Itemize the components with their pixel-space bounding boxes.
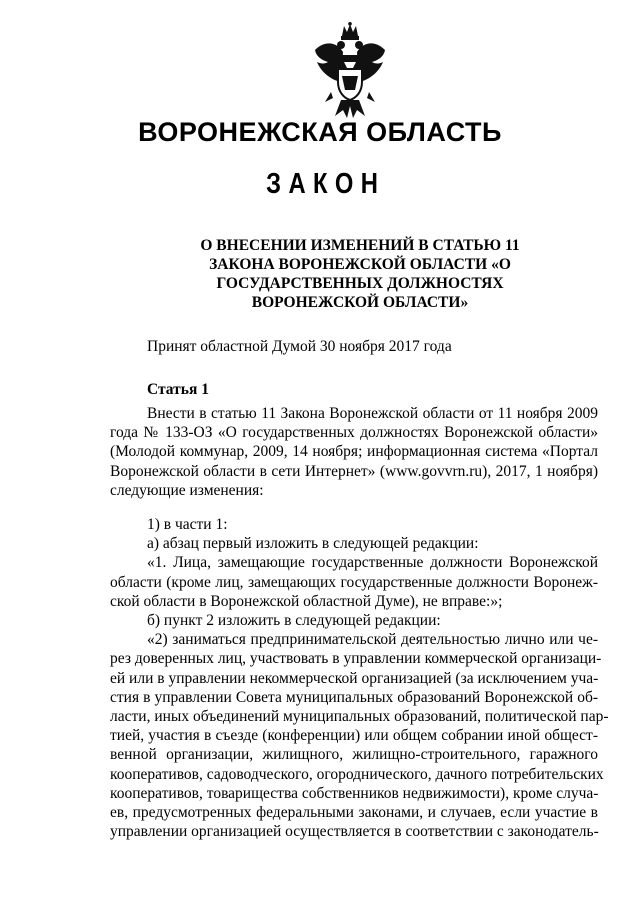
law-title-line: ЗАКОНА ВОРОНЕЖСКОЙ ОБЛАСТИ «О bbox=[209, 256, 511, 273]
text-line: стия в управлении Совета муниципальных образований Воронежской об- bbox=[110, 688, 598, 706]
text-line: 1) в части 1: bbox=[147, 516, 228, 533]
article-intro bbox=[110, 404, 598, 500]
region-title: ВОРОНЕЖСКАЯ ОБЛАСТЬ bbox=[138, 117, 502, 147]
law-title-line: ГОСУДАРСТВЕННЫХ ДОЛЖНОСТЯХ bbox=[216, 275, 504, 292]
text-line: ев, предусмотренных федеральными законами, и случаев, если участие в bbox=[110, 804, 598, 822]
coat-of-arms-icon bbox=[311, 22, 389, 126]
text-line: кооперативов, товарищества собственников недвижимости), кроме случа- bbox=[110, 784, 599, 802]
text-line: «1. Лица, замещающие государственные должности Воронежской bbox=[147, 554, 598, 572]
law-title bbox=[150, 236, 570, 312]
text-line: года № 133-ОЗ «О государственных должностях Воронежской области» bbox=[110, 424, 598, 442]
text-line: управлении организацией осуществляется в соответствии с законодатель- bbox=[110, 823, 599, 841]
article-changes bbox=[110, 515, 609, 841]
text-line: следующие изменения: bbox=[110, 481, 264, 499]
text-line: ской области в Воронежской областной Думе), не вправе:»; bbox=[110, 592, 503, 610]
text-line: венной организации, жилищного, жилищно-строительного, гаражного bbox=[110, 746, 598, 764]
law-title-line: О ВНЕСЕНИИ ИЗМЕНЕНИЙ В СТАТЬЮ 11 bbox=[200, 237, 520, 254]
article-heading: Статья 1 bbox=[147, 381, 209, 398]
text-line: «2) заниматься предпринимательской деятельностью лично или че- bbox=[147, 631, 598, 649]
text-line: кооперативов, садоводческого, огороднического, дачного потребительских bbox=[110, 765, 604, 783]
text-line: рез доверенных лиц, участвовать в управлении коммерческой организаци- bbox=[110, 650, 602, 668]
text-line: (Молодой коммунар, 2009, 14 ноября; информационная система «Портал bbox=[110, 443, 598, 461]
text-line: ей или в управлении некоммерческой организацией (за исключением уча- bbox=[110, 669, 599, 687]
text-line: б) пункт 2 изложить в следующей редакции: bbox=[147, 612, 441, 630]
text-line: ласти, иных объединений муниципальных образований, политической пар- bbox=[110, 708, 609, 726]
adoption-date: Принят областной Думой 30 ноября 2017 года bbox=[147, 338, 452, 355]
text-line: области (кроме лиц, замещающих государственные должности Воронеж- bbox=[110, 573, 598, 591]
text-line: а) абзац первый изложить в следующей редакции: bbox=[147, 535, 479, 553]
text-line: Воронежской области в сети Интернет» (www.govvrn.ru), 2017, 1 ноября) bbox=[110, 462, 598, 480]
text-line: тией, участия в съезде (конференции) или общем собрании иной общест- bbox=[110, 727, 598, 745]
text-line: Внести в статью 11 Закона Воронежской области от 11 ноября 2009 bbox=[147, 405, 598, 422]
document-type: ЗАКОН bbox=[266, 168, 386, 200]
law-title-line: ВОРОНЕЖСКОЙ ОБЛАСТИ» bbox=[251, 294, 469, 311]
